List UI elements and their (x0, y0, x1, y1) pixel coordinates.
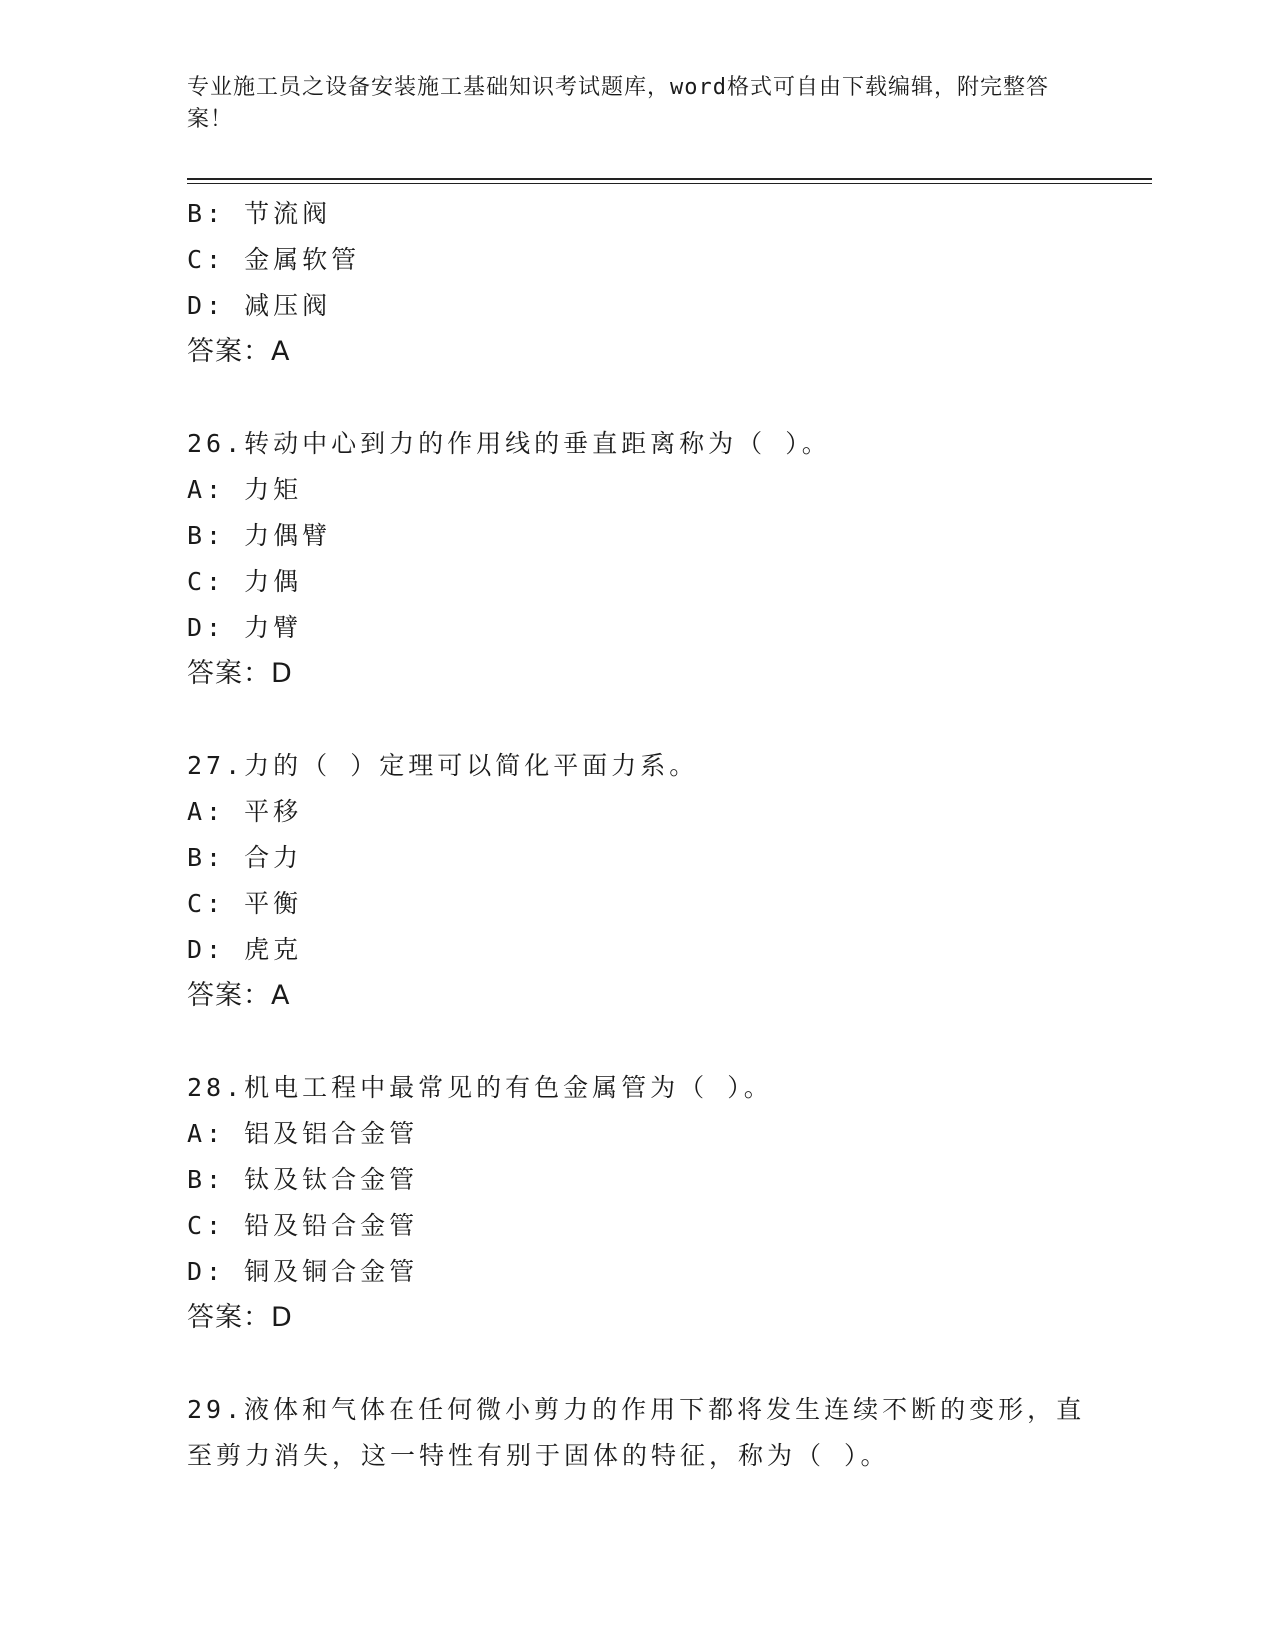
option-c: C: 力偶 (187, 567, 303, 596)
option-c: C: 铅及铅合金管 (187, 1211, 419, 1240)
spacer (187, 375, 1117, 421)
question-list (187, 191, 1117, 1479)
answer-line: 答案：D (187, 1302, 293, 1333)
question-block-26 (187, 421, 1117, 697)
document-header: 专业施工员之设备安装施工基础知识考试题库，word格式可自由下载编辑，附完整答案！ (187, 75, 1049, 132)
option-b: B: 力偶臂 (187, 521, 332, 550)
question-text: 28.机电工程中最常见的有色金属管为（ ）。 (187, 1073, 773, 1102)
option-b: B: 节流阀 (187, 199, 332, 228)
header-rule-thin (187, 183, 1152, 184)
question-block-27 (187, 743, 1117, 1019)
answer-line: 答案：A (187, 980, 291, 1011)
spacer (187, 1019, 1117, 1065)
option-c: C: 金属软管 (187, 245, 361, 274)
option-b: B: 合力 (187, 843, 303, 872)
header-rule-thick (187, 178, 1152, 180)
question-block-29 (187, 1387, 1117, 1479)
option-d: D: 铜及铜合金管 (187, 1257, 419, 1286)
question-block-28 (187, 1065, 1117, 1341)
question-text: 26.转动中心到力的作用线的垂直距离称为（ ）。 (187, 429, 831, 458)
spacer (187, 1341, 1117, 1387)
option-d: D: 虎克 (187, 935, 303, 964)
spacer (187, 697, 1117, 743)
option-a: A: 平移 (187, 797, 303, 826)
question-block-25 (187, 191, 1117, 375)
option-d: D: 力臂 (187, 613, 303, 642)
option-a: A: 力矩 (187, 475, 303, 504)
option-d: D: 减压阀 (187, 291, 332, 320)
question-text: 29.液体和气体在任何微小剪力的作用下都将发生连续不断的变形，直至剪力消失，这一特性有别于固体的特征，称为（ ）。 (187, 1395, 1086, 1470)
option-b: B: 钛及钛合金管 (187, 1165, 419, 1194)
answer-line: 答案：A (187, 336, 291, 367)
answer-line: 答案：D (187, 658, 293, 689)
option-a: A: 铝及铝合金管 (187, 1119, 419, 1148)
question-text: 27.力的（ ）定理可以简化平面力系。 (187, 751, 699, 780)
option-c: C: 平衡 (187, 889, 303, 918)
